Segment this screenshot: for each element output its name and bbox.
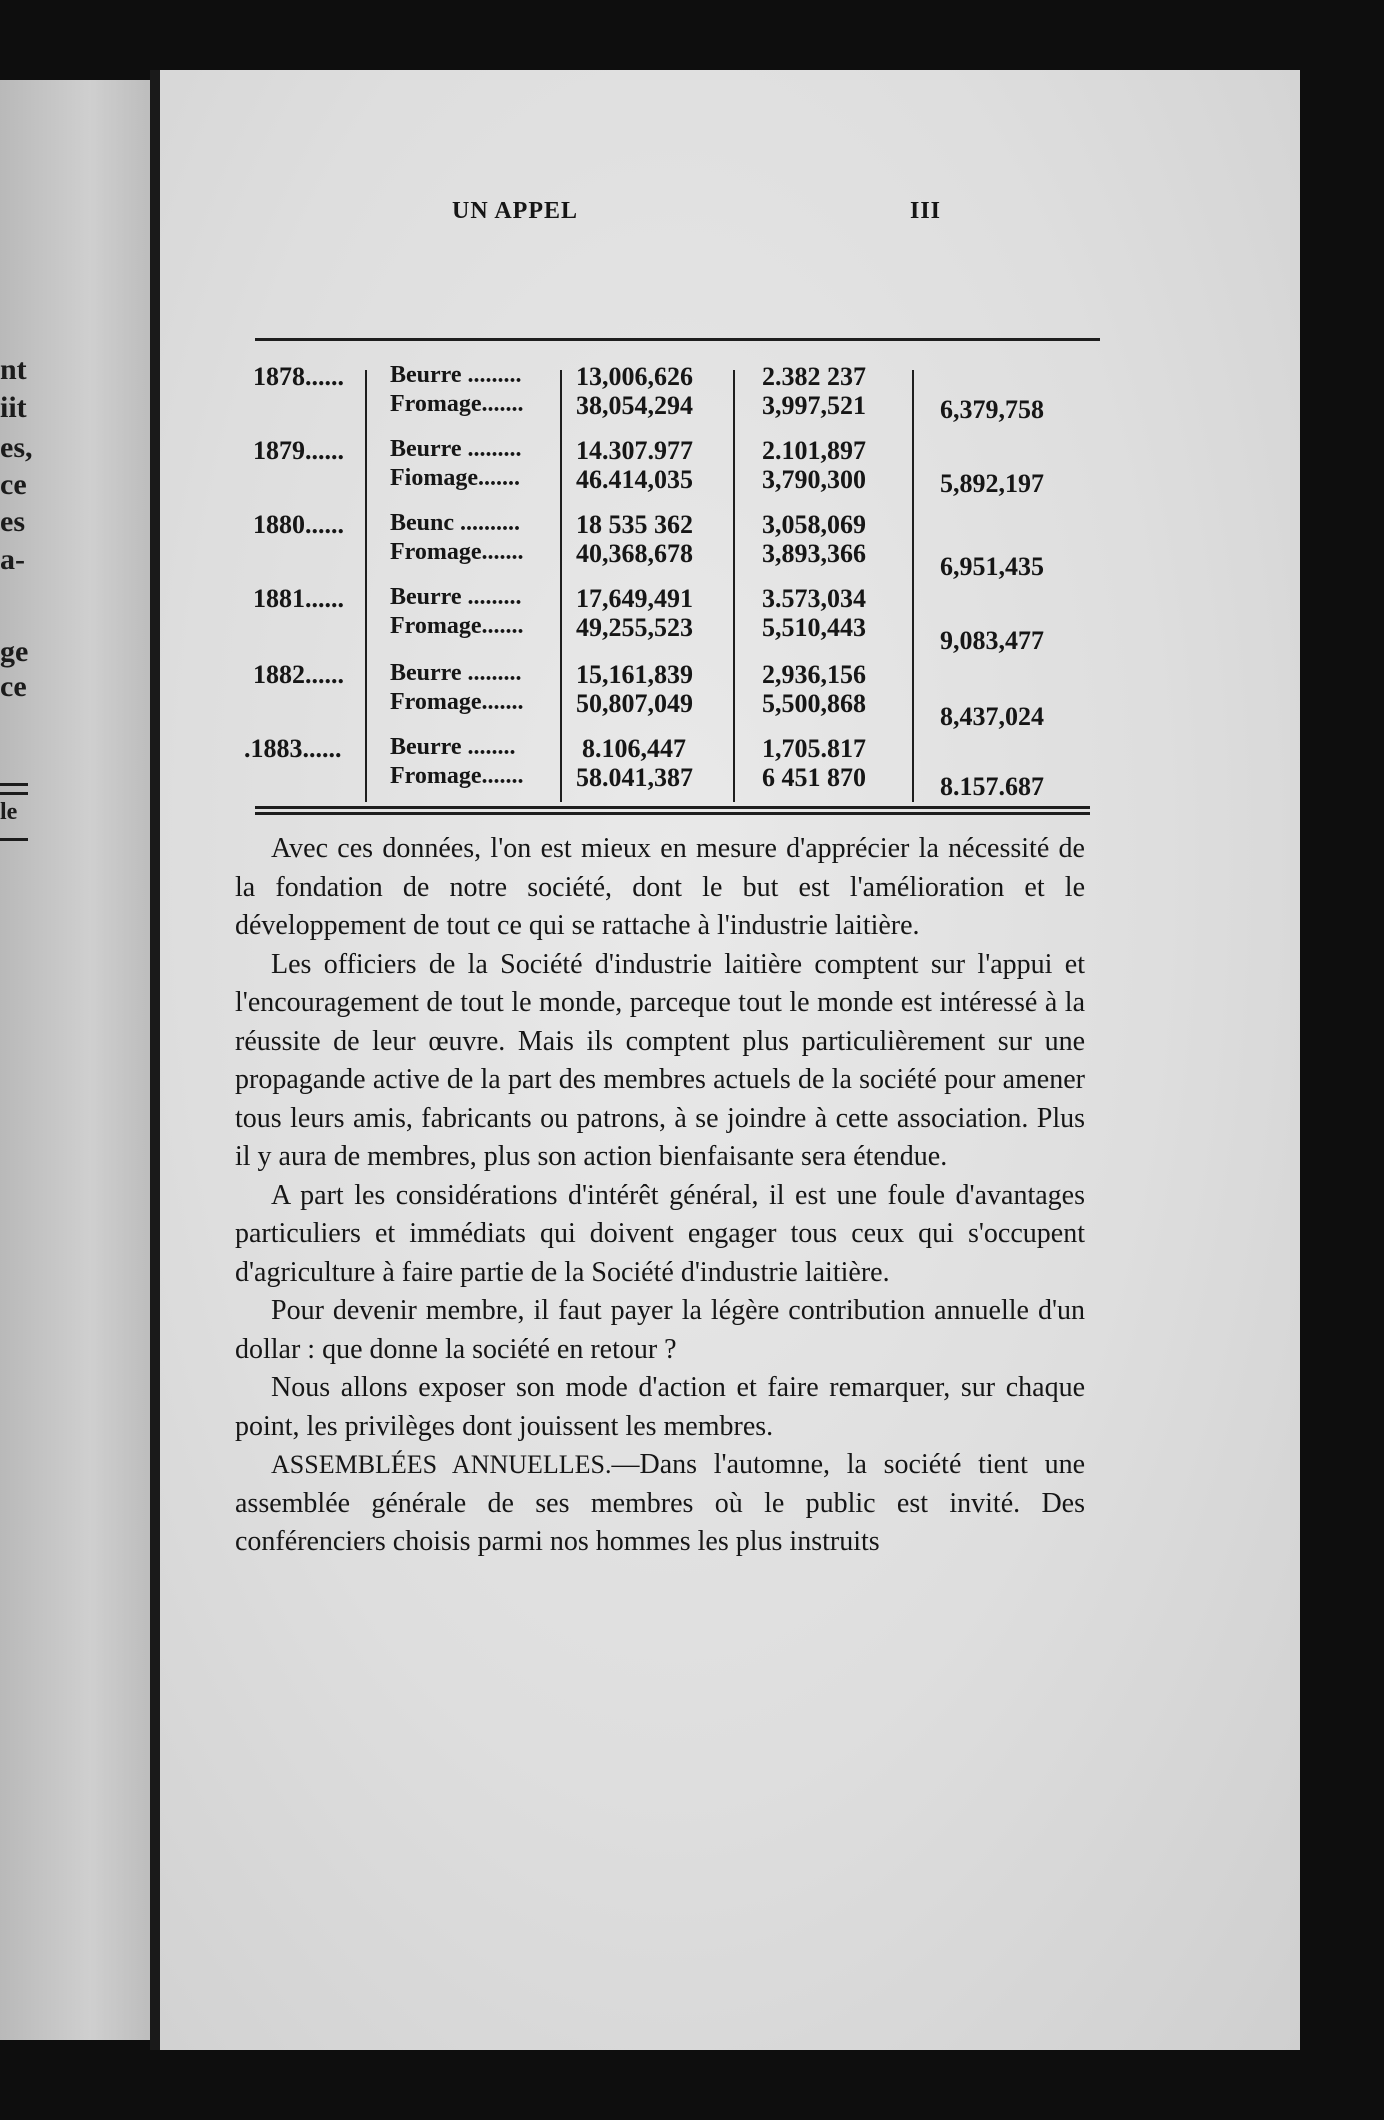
table-bottom-rule xyxy=(255,812,1090,815)
paragraph: Pour devenir membre, il faut payer la légère contribution annuelle d'un dollar : que donne la société en retour ? xyxy=(235,1295,1085,1365)
total-cell: 8.157.687 xyxy=(940,772,1044,801)
neighbor-fragment: le xyxy=(0,799,18,825)
header-rule xyxy=(255,338,1100,341)
value-cell: 1,705.817 xyxy=(762,734,866,763)
value-cell: 15,161,839 xyxy=(576,660,693,689)
neighbor-fragment: a- xyxy=(0,543,25,576)
value-cell: 58.041,387 xyxy=(576,763,693,792)
product-cell: Beurre ......... xyxy=(390,660,522,686)
value-cell: 40,368,678 xyxy=(576,539,693,568)
product-cell: Beurre ......... xyxy=(390,362,522,388)
value-cell: 13,006,626 xyxy=(576,362,693,391)
year-cell: 1881...... xyxy=(253,584,344,613)
product-cell: Fiomage....... xyxy=(390,465,520,491)
paragraph: Avec ces données, l'on est mieux en mesure d'apprécier la nécessité de la fondation de notre société, dont le but est l'amélioration et le développement de tout ce qui se rattache à l'industrie laitière. xyxy=(235,833,1085,941)
table-row xyxy=(244,734,1095,804)
body-text xyxy=(235,830,1085,1562)
neighbor-rule xyxy=(0,838,28,841)
value-cell: 8.106,447 xyxy=(582,734,686,763)
page-gutter xyxy=(150,70,160,2050)
product-cell: Beurre ........ xyxy=(390,734,516,760)
product-cell: Fromage....... xyxy=(390,613,524,639)
table-bottom-rule xyxy=(255,806,1090,809)
product-cell: Beunc .......... xyxy=(390,510,521,536)
section-heading: ASSEMBLÉES ANNUELLES. xyxy=(271,1450,612,1479)
value-cell: 49,255,523 xyxy=(576,613,693,642)
year-cell: 1882...... xyxy=(253,660,344,689)
product-cell: Fromage....... xyxy=(390,689,524,715)
neighbor-fragment: es, xyxy=(0,431,33,464)
product-cell: Fromage....... xyxy=(390,391,524,417)
value-cell: 3,790,300 xyxy=(762,465,866,494)
running-head xyxy=(0,198,1384,232)
value-cell: 18 535 362 xyxy=(576,510,693,539)
neighbor-fragment: es xyxy=(0,505,25,538)
paragraph: Les officiers de la Société d'industrie laitière comptent sur l'appui et l'encouragement de tout le monde, parceque tout le monde est intéressé à la réussite de leur œuvre. Mais ils comptent plus particulièrement sur une propagande active de la part des membres actuels de la société pour amener tous leurs amis, fabricants ou patrons, à se joindre à cette association. Plus il y aura de membres, plus son action bienfaisante sera étendue. xyxy=(235,948,1085,1172)
value-cell: 6 451 870 xyxy=(762,763,866,792)
neighbor-rule xyxy=(0,792,28,795)
value-cell: 50,807,049 xyxy=(576,689,693,718)
total-cell: 8,437,024 xyxy=(940,702,1044,731)
year-cell: 1880...... xyxy=(253,510,344,539)
total-cell: 6,379,758 xyxy=(940,395,1044,424)
value-cell: 2.101,897 xyxy=(762,436,866,465)
neighbor-fragment: ge xyxy=(0,635,29,668)
value-cell: 5,510,443 xyxy=(762,613,866,642)
table-row xyxy=(250,510,1095,580)
table-row xyxy=(250,584,1095,654)
table-row xyxy=(250,660,1095,730)
total-cell: 5,892,197 xyxy=(940,469,1044,498)
value-cell: 5,500,868 xyxy=(762,689,866,718)
page-number: III xyxy=(910,198,942,224)
total-cell: 9,083,477 xyxy=(940,626,1044,655)
neighbor-fragment: iit xyxy=(0,391,27,424)
value-cell: 3,893,366 xyxy=(762,539,866,568)
value-cell: 14.307.977 xyxy=(576,436,693,465)
value-cell: 3,058,069 xyxy=(762,510,866,539)
product-cell: Beurre ......... xyxy=(390,436,522,462)
year-cell: 1878...... xyxy=(253,362,344,391)
value-cell: 2.382 237 xyxy=(762,362,866,391)
paragraph: A part les considérations d'intérêt général, il est une foule d'avantages particuliers et immédiats qui doivent engager tous ceux qui s'occupent d'agriculture à faire partie de la Société d'industrie laitière. xyxy=(235,1179,1085,1288)
neighbor-rule xyxy=(0,783,28,786)
neighbor-fragment: nt xyxy=(0,353,27,386)
value-cell: 3,997,521 xyxy=(762,391,866,420)
value-cell: 38,054,294 xyxy=(576,391,693,420)
neighbor-fragment: ce xyxy=(0,468,27,501)
total-cell: 6,951,435 xyxy=(940,552,1044,581)
product-cell: Fromage....... xyxy=(390,763,524,789)
table-row xyxy=(250,362,1095,432)
running-head-title: UN APPEL xyxy=(452,198,579,224)
paragraph xyxy=(235,1446,1085,1562)
product-cell: Fromage....... xyxy=(390,539,524,565)
year-cell: 1879...... xyxy=(253,436,344,465)
value-cell: 46.414,035 xyxy=(576,465,693,494)
value-cell: 17,649,491 xyxy=(576,584,693,613)
table-row xyxy=(250,436,1095,506)
year-cell: .1883...... xyxy=(244,734,342,763)
value-cell: 2,936,156 xyxy=(762,660,866,689)
paragraph: Nous allons exposer son mode d'action et faire remarquer, sur chaque point, les privilèges dont jouissent les membres. xyxy=(235,1372,1085,1442)
product-cell: Beurre ......... xyxy=(390,584,522,610)
neighbor-page-edge xyxy=(0,80,150,2040)
value-cell: 3.573,034 xyxy=(762,584,866,613)
neighbor-fragment: ce xyxy=(0,670,27,703)
paragraph-text: —Dans l'automne, la société tient une assemblée générale de ses membres où le public est invité. Des conférenciers choisis parmi nos hommes les plus instruits xyxy=(235,1449,1085,1557)
dairy-statistics-table xyxy=(244,362,1095,802)
